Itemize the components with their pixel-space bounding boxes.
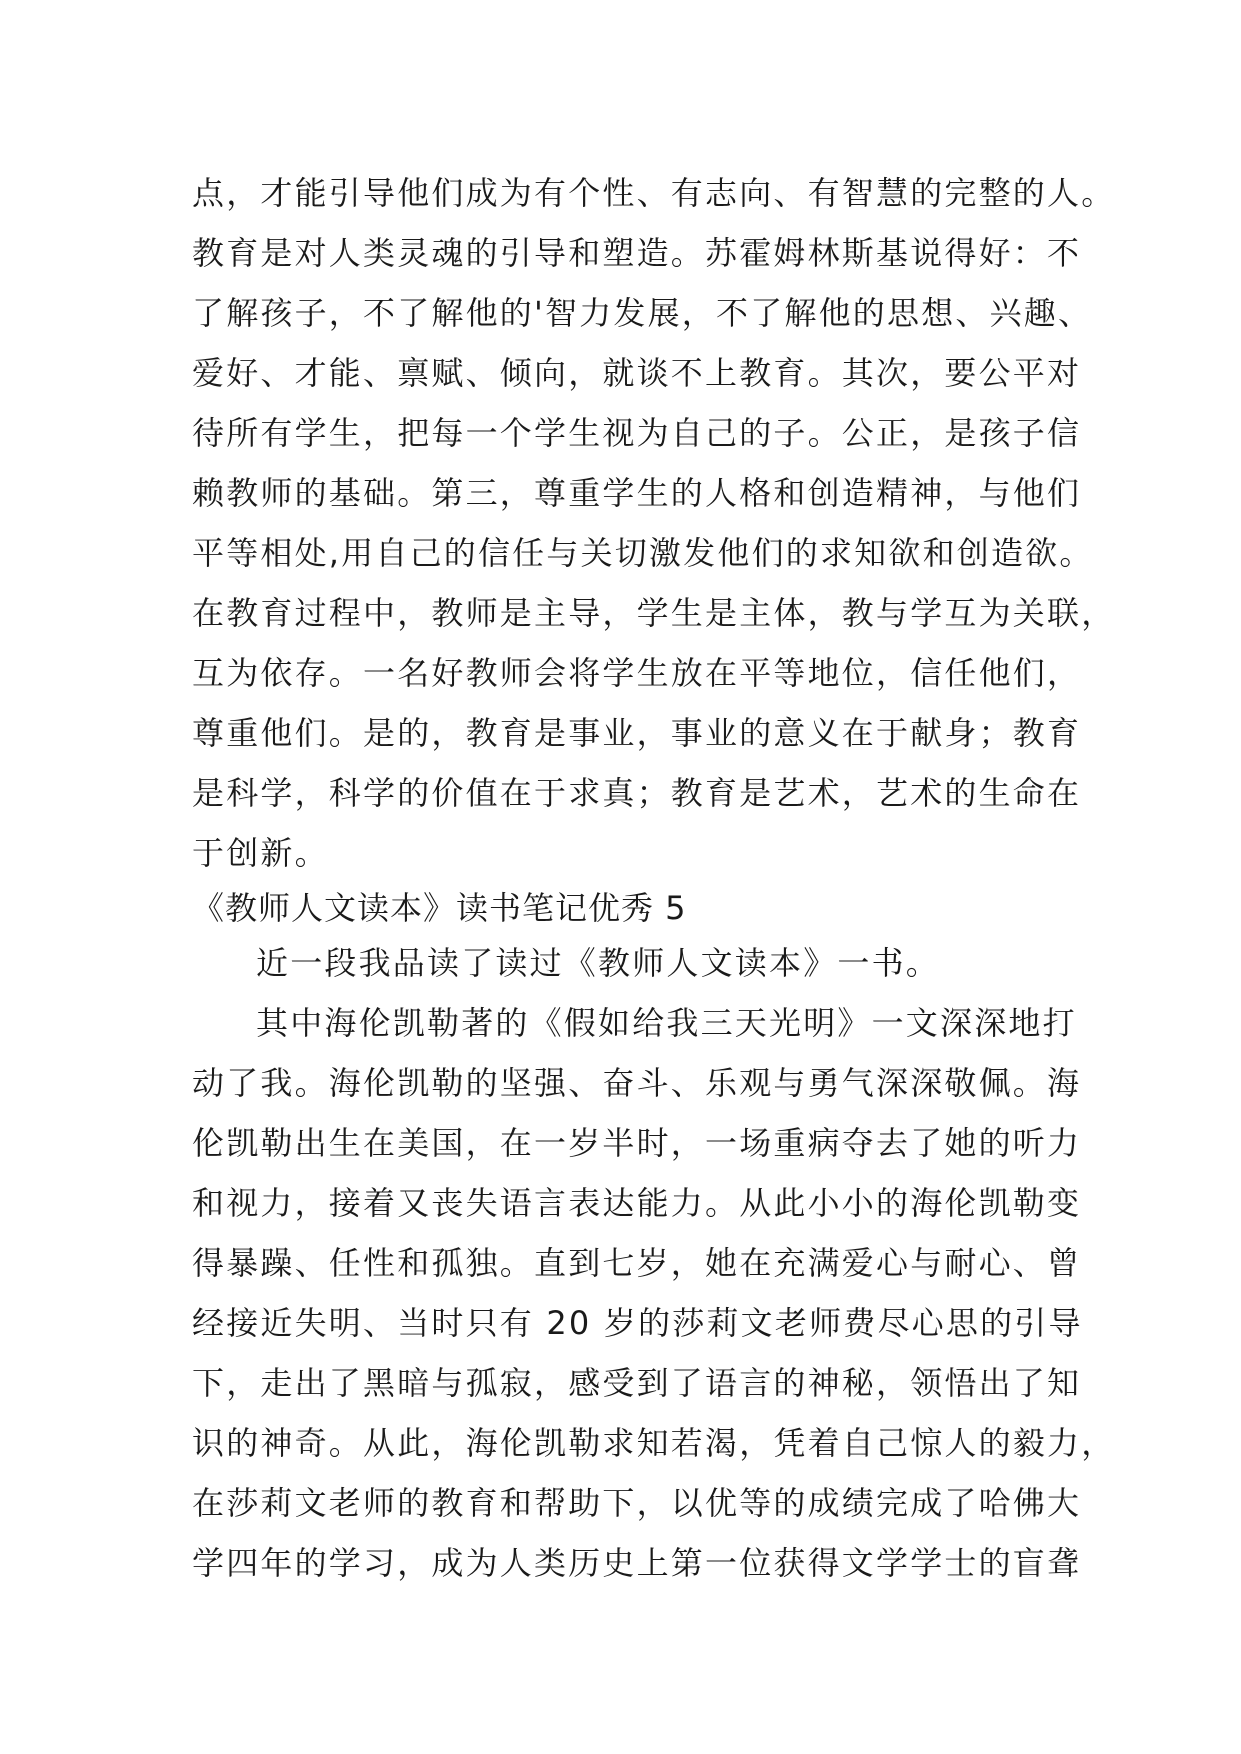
text-line: 了解孩子，不了解他的'智力发展，不了解他的思想、兴趣、 [192, 294, 1093, 332]
text-line: 尊重他们。是的，教育是事业，事业的意义在于献身；教育 [192, 714, 1082, 752]
text-line: 待所有学生，把每一个学生视为自己的子。公正，是孩子信 [192, 414, 1082, 452]
text-line: 平等相处,用自己的信任与关切激发他们的求知欲和创造欲。 [192, 534, 1094, 572]
text-line: 在教育过程中，教师是主导，学生是主体，教与学互为关联， [192, 594, 1116, 632]
text-line: 在莎莉文老师的教育和帮助下，以优等的成绩完成了哈佛大 [192, 1484, 1082, 1522]
paragraph-intro [192, 933, 1072, 993]
text-line: 下，走出了黑暗与孤寂，感受到了语言的神秘，领悟出了知 [192, 1364, 1082, 1402]
text-line: 动了我。海伦凯勒的坚强、奋斗、乐观与勇气深深敬佩。海 [192, 1064, 1082, 1102]
text-line: 学四年的学习，成为人类历史上第一位获得文学学士的盲聋 [192, 1544, 1082, 1582]
text-line: 和视力，接着又丧失语言表达能力。从此小小的海伦凯勒变 [192, 1184, 1082, 1222]
text-line: 其中海伦凯勒著的《假如给我三天光明》一文深深地打 [256, 1004, 1077, 1042]
text-line: 识的神奇。从此，海伦凯勒求知若渴，凭着自己惊人的毅力， [192, 1424, 1116, 1462]
text-line: 于创新。 [192, 834, 329, 872]
text-line: 赖教师的基础。第三，尊重学生的人格和创造精神，与他们 [192, 474, 1082, 512]
text-line: 教育是对人类灵魂的引导和塑造。苏霍姆林斯基说得好：不 [192, 234, 1082, 272]
text-line: 爱好、才能、禀赋、倾向，就谈不上教育。其次，要公平对 [192, 354, 1082, 392]
section-heading: 《教师人文读本》读书笔记优秀 5 [192, 889, 687, 927]
text-line: 伦凯勒出生在美国，在一岁半时，一场重病夺去了她的听力 [192, 1124, 1082, 1162]
paragraph-continued [192, 163, 1116, 883]
document-body [192, 163, 1116, 1593]
text-line: 是科学，科学的价值在于求真；教育是艺术，艺术的生命在 [192, 774, 1082, 812]
text-line: 互为依存。一名好教师会将学生放在平等地位，信任他们， [192, 654, 1082, 692]
text-line: 近一段我品读了读过《教师人文读本》一书。 [256, 944, 941, 982]
paragraph-helen-keller [192, 993, 1116, 1593]
text-line: 经接近失明、当时只有 20 岁的莎莉文老师费尽心思的引导 [192, 1304, 1083, 1342]
text-line: 得暴躁、任性和孤独。直到七岁，她在充满爱心与耐心、曾 [192, 1244, 1082, 1282]
text-line: 点，才能引导他们成为有个性、有志向、有智慧的完整的人。 [192, 174, 1116, 212]
